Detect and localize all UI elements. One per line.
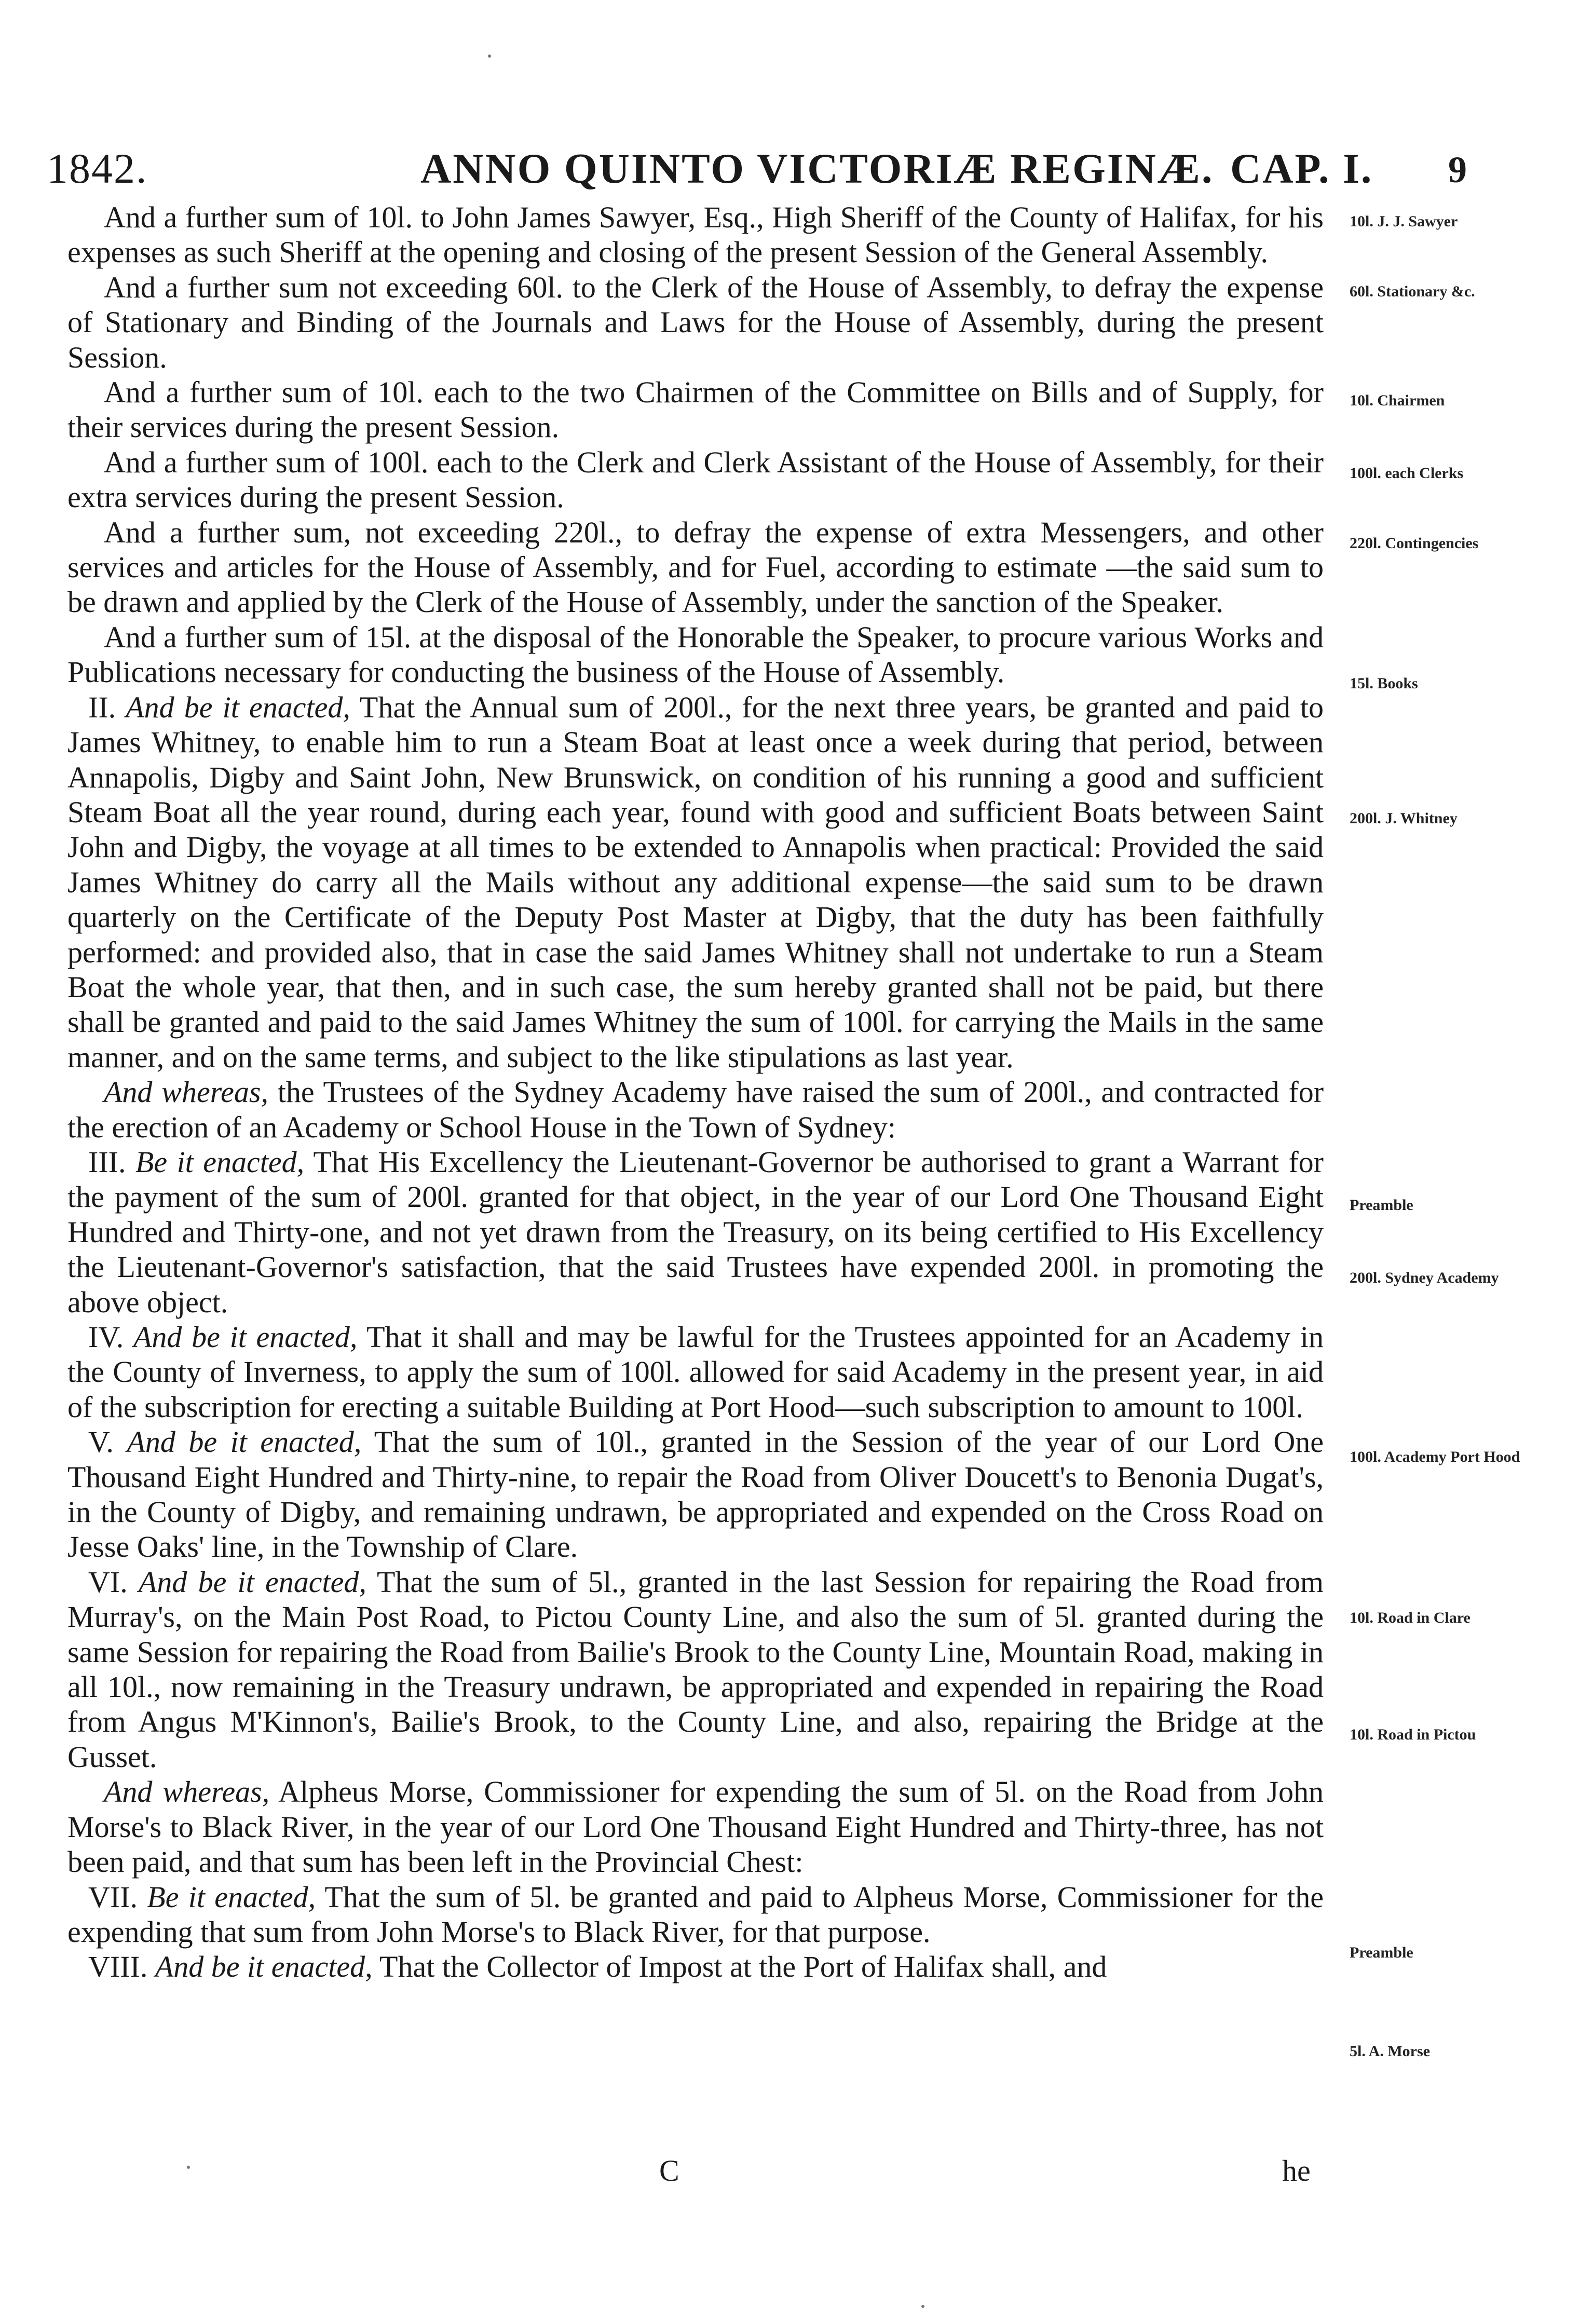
marginal-note: 100l. each Clerks	[1350, 465, 1464, 482]
enacting-clause: And be it enacted,	[127, 1425, 362, 1459]
enacting-clause: And whereas,	[104, 1775, 270, 1809]
section-number: II.	[88, 690, 126, 724]
paragraph-text: That the sum of 5l. be granted and paid to Alpheus Morse, Commissioner for the expending that sum from John Morse's to Black River, for that purpose.	[67, 1880, 1324, 1949]
signature-mark: C	[659, 2154, 679, 2187]
paragraph	[67, 1075, 1324, 1145]
section-number: VIII.	[88, 1950, 155, 1984]
enacting-section	[67, 1565, 1324, 1774]
enacting-section	[67, 1424, 1324, 1565]
statute-text	[67, 200, 1324, 1985]
enacting-clause: And be it enacted,	[155, 1950, 373, 1984]
enacting-clause: And be it enacted,	[138, 1565, 366, 1599]
paragraph-text: That the Annual sum of 200l., for the next three years, be granted and paid to James Whitney, to enable him to run a Steam Boat at least once a week during that period, between Annapolis, Digby and Saint John, New Brunswick, on condition of his running a good and sufficient Steam Boat all the year round, during each year, found with good and sufficient Boats between Saint John and Digby, the voyage at all times to be extended to Annapolis when practical: Provided the said James Whitney do carry all the Mails without any additional expense—the said sum to be drawn quarterly on the Certificate of the Deputy Post Master at Digby, that the duty has been faithfully performed: and provided also, that in case the said James Whitney shall not undertake to run a Steam Boat the whole year, that then, and in such case, the sum hereby granted shall not be paid, but there shall be granted and paid to the said James Whitney the sum of 100l. for carrying the Mails in the same manner, and on the same terms, and subject to the like stipulations as last year.	[67, 690, 1324, 1074]
paragraph-text: That the Collector of Impost at the Port of Halifax shall, and	[372, 1950, 1107, 1984]
enacting-section	[67, 1145, 1324, 1320]
paper-speck	[187, 2166, 190, 2169]
paragraph	[67, 515, 1324, 620]
paragraph-text: And a further sum of 10l. each to the two Chairmen of the Committee on Bills and of Supply, for their services during the present Session.	[67, 375, 1324, 444]
paragraph-text: That it shall and may be lawful for the Trustees appointed for an Academy in the County of Inverness, to apply the sum of 100l. allowed for said Academy in the present year, in aid of the subscription for erecting a suitable Building at Port Hood—such subscription to amount to 100l.	[67, 1320, 1324, 1424]
marginal-note: 200l. Sydney Academy	[1350, 1269, 1499, 1286]
paragraph-text: Alpheus Morse, Commissioner for expending the sum of 5l. on the Road from John Morse's to Black River, in the year of our Lord One Thousand Eight Hundred and Thirty-three, has not been paid, and that sum has been left in the Provincial Chest:	[67, 1775, 1324, 1879]
enacting-clause: And whereas,	[104, 1075, 268, 1109]
paragraph	[67, 270, 1324, 375]
paragraph-text: And a further sum, not exceeding 220l., to defray the expense of extra Messengers, and other services and articles for the House of Assembly, and for Fuel, according to estimate —the said sum to be drawn and applied by the Clerk of the House of Assembly, under the sanction of the Speaker.	[67, 515, 1324, 619]
paragraph-text: That His Excellency the Lieutenant-Governor be authorised to grant a Warrant for the payment of the sum of 200l. granted for that object, in the year of our Lord One Thousand Eight Hundred and Thirty-one, and not yet drawn from the Treasury, on its being certified to His Excellency the Lieutenant-Governor's satisfaction, that the said Trustees have expended 200l. in promoting the above object.	[67, 1145, 1324, 1319]
marginal-note: 10l. J. J. Sawyer	[1350, 213, 1458, 230]
paragraph	[67, 445, 1324, 515]
header-year: 1842.	[47, 145, 148, 192]
enacting-section	[67, 690, 1324, 1075]
marginal-note: 5l. A. Morse	[1350, 2043, 1430, 2060]
marginal-note: 10l. Chairmen	[1350, 392, 1445, 409]
enacting-section	[67, 1949, 1324, 1984]
paragraph	[67, 200, 1324, 270]
marginal-note: 15l. Books	[1350, 675, 1418, 692]
paragraph-text: And a further sum of 15l. at the disposal of the Honorable the Speaker, to procure various Works and Publications necessary for conducting the business of the House of Assembly.	[67, 620, 1324, 689]
marginal-note: 10l. Road in Clare	[1350, 1609, 1471, 1626]
running-header	[47, 144, 1479, 201]
paragraph-text: That the sum of 5l., granted in the last Session for repairing the Road from Murray's, on the Main Post Road, to Pictou County Line, and also the sum of 5l. granted during the same Session for repairing the Road from Bailie's Brook to the County Line, Mountain Road, making in all 10l., now remaining in the Treasury undrawn, be appropriated and expended in repairing the Road from Angus M'Kinnon's, Bailie's Brook, to the County Line, and also, repairing the Bridge at the Gusset.	[67, 1565, 1324, 1774]
enacting-clause: Be it enacted,	[135, 1145, 305, 1179]
enacting-clause: And be it enacted,	[126, 690, 350, 724]
paragraph-text: the Trustees of the Sydney Academy have raised the sum of 200l., and contracted for the erection of an Academy or School House in the Town of Sydney:	[67, 1075, 1324, 1144]
paragraph-text: And a further sum of 100l. each to the Clerk and Clerk Assistant of the House of Assembly, for their extra services during the present Session.	[67, 445, 1324, 514]
paragraph	[67, 620, 1324, 690]
section-number: III.	[88, 1145, 135, 1179]
paragraph	[67, 1774, 1324, 1879]
marginal-note: 220l. Contingencies	[1350, 535, 1479, 552]
paper-speck	[921, 2305, 924, 2308]
marginal-note: 60l. Stationary &c.	[1350, 283, 1475, 300]
section-number: VI.	[88, 1565, 139, 1599]
marginal-note: 100l. Academy Port Hood	[1350, 1448, 1520, 1465]
paragraph-text: And a further sum of 10l. to John James Sawyer, Esq., High Sheriff of the County of Halifax, for his expenses as such Sheriff at the opening and closing of the present Session of the General Assembly.	[67, 200, 1324, 269]
marginal-note: Preamble	[1350, 1197, 1413, 1214]
paragraph-text: And a further sum not exceeding 60l. to the Clerk of the House of Assembly, to defray the expense of Stationary and Binding of the Journals and Laws for the House of Assembly, during the present Session.	[67, 270, 1324, 374]
enacting-clause: Be it enacted,	[147, 1880, 316, 1914]
section-number: V.	[88, 1425, 127, 1459]
header-chapter: CAP. I.	[1230, 145, 1373, 192]
catchword: he	[1282, 2154, 1311, 2187]
header-title: ANNO QUINTO VICTORIÆ REGINÆ.	[420, 145, 1214, 192]
page-number: 9	[1448, 149, 1467, 191]
section-number: VII.	[88, 1880, 147, 1914]
paragraph-text: That the sum of 10l., granted in the Session of the year of our Lord One Thousand Eight Hundred and Thirty-nine, to repair the Road from Oliver Doucett's to Benonia Dugat's, in the County of Digby, and remaining undrawn, be appropriated and expended on the Cross Road on Jesse Oaks' line, in the Township of Clare.	[67, 1425, 1324, 1564]
marginal-note: Preamble	[1350, 1944, 1413, 1961]
enacting-section	[67, 1880, 1324, 1950]
marginal-note: 10l. Road in Pictou	[1350, 1726, 1476, 1743]
marginal-note: 200l. J. Whitney	[1350, 810, 1458, 827]
paper-speck	[488, 55, 491, 58]
enacting-clause: And be it enacted,	[133, 1320, 358, 1354]
paragraph	[67, 375, 1324, 445]
section-number: IV.	[88, 1320, 133, 1354]
enacting-section	[67, 1320, 1324, 1424]
